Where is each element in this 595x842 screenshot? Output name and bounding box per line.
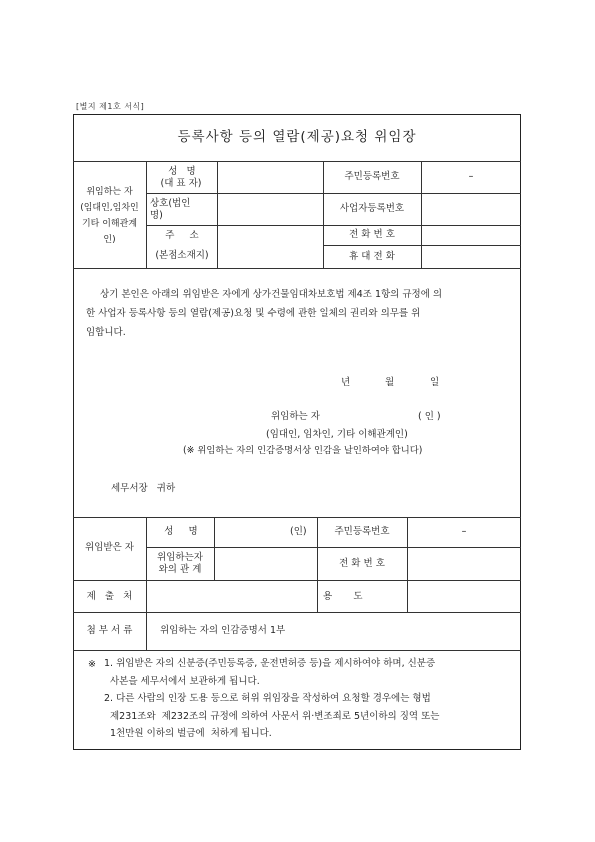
signer-label: 위임하는 자 [271, 411, 320, 422]
statement-line: 임합니다. [86, 327, 126, 338]
submit-to-label: 제 출 처 [86, 591, 133, 602]
usage-label: 용 도 [323, 591, 363, 602]
note-line: 1천만원 이하의 벌금에 처하게 됩니다. [110, 728, 272, 739]
delegator-company-label [150, 198, 216, 222]
date-month-label: 월 [385, 377, 395, 388]
relation-label-line: 위임하는자 [157, 552, 203, 563]
divider [73, 161, 521, 162]
signer-note: (임대인, 임차인, 기타 이해관계인) [266, 429, 408, 440]
address-label-line: 주 소 [165, 230, 199, 241]
delegate-relation-label [146, 552, 214, 576]
form-number-label: [별지 제1호 서식] [76, 102, 145, 111]
delegate-phone-label: 전 화 번 호 [339, 558, 385, 569]
company-label-line: 명) [150, 210, 163, 221]
delegator-group-label-line: 위임하는 자 [86, 187, 133, 197]
delegate-resident-no-value: – [461, 526, 467, 537]
notes-block [104, 655, 516, 743]
delegator-group-label-line: (임대인,임차인 [80, 203, 139, 213]
delegator-resident-no-value: – [468, 171, 474, 182]
divider [73, 650, 521, 651]
delegator-address-label [148, 230, 216, 262]
note-line: 1. 위임받은 자의 신분증(주민등록증, 운전면허증 등)을 제시하여야 하며, 신분증 [104, 658, 436, 669]
note-line: 2. 다른 사람의 인장 도용 등으로 허위 위임장을 작성하여 요청할 경우에는 형법 [104, 693, 431, 704]
date-day-label: 일 [430, 377, 440, 388]
note-line: 제231조와 제232조의 규정에 의하여 사문서 위·변조죄로 5년이하의 징역 또는 [110, 710, 440, 722]
divider [146, 547, 521, 548]
delegator-business-no-label: 사업자등록번호 [339, 203, 405, 214]
addressee: 세무서장 귀하 [111, 483, 176, 494]
notes-mark: ※ [88, 659, 96, 670]
seal-note: (※ 위임하는 자의 인감증명서상 인감을 날인하여야 합니다) [183, 445, 423, 456]
delegate-seal: (인) [290, 526, 307, 537]
divider [73, 268, 521, 269]
attachment-value: 위임하는 자의 인감증명서 1부 [160, 625, 286, 636]
name-label-line: 성 명 [168, 166, 196, 177]
statement-line: 한 사업자 등록사항 등의 열람(제공)요청 및 수령에 관한 일체의 권리와 의무를 위 [86, 308, 421, 319]
divider [146, 193, 521, 194]
delegator-phone-label: 전 화 번 호 [349, 229, 395, 240]
delegate-name-label: 성 명 [164, 526, 198, 537]
form-title: 등록사항 등의 열람(제공)요청 위임장 [177, 129, 417, 145]
delegator-group-label [73, 184, 146, 248]
divider [73, 612, 521, 613]
delegator-mobile-label: 휴 대 전 화 [349, 251, 395, 262]
delegator-group-label-line: 인) [103, 235, 116, 245]
divider [73, 580, 521, 581]
relation-label-line: 와의 관 계 [158, 564, 202, 575]
delegation-statement [86, 285, 510, 342]
divider [317, 580, 318, 612]
divider [407, 580, 408, 612]
name-label-line: (대 표 자) [160, 178, 202, 189]
delegate-group-label: 위임받은 자 [85, 542, 134, 553]
address-label-line: (본점소재지) [155, 250, 209, 261]
divider [323, 245, 521, 246]
delegator-group-label-line: 기타 이해관계 [81, 219, 138, 229]
signer-seal: ( 인 ) [418, 411, 441, 422]
delegator-resident-no-label: 주민등록번호 [344, 171, 400, 182]
attachment-label: 첨 부 서 류 [86, 625, 133, 636]
divider [73, 517, 521, 518]
note-line: 사본을 세무서에서 보관하게 됩니다. [110, 675, 260, 687]
divider [146, 225, 521, 226]
statement-line: 상기 본인은 아래의 위임받은 자에게 상가건물임대차보호법 제4조 1항의 규정에 의 [100, 289, 443, 300]
delegator-name-label [150, 166, 212, 190]
divider [146, 580, 147, 650]
date-year-label: 년 [341, 377, 351, 388]
company-label-line: 상호(법인 [150, 198, 191, 209]
divider [217, 161, 218, 268]
divider [214, 517, 215, 580]
delegate-resident-no-label: 주민등록번호 [334, 526, 390, 537]
divider [146, 161, 147, 268]
